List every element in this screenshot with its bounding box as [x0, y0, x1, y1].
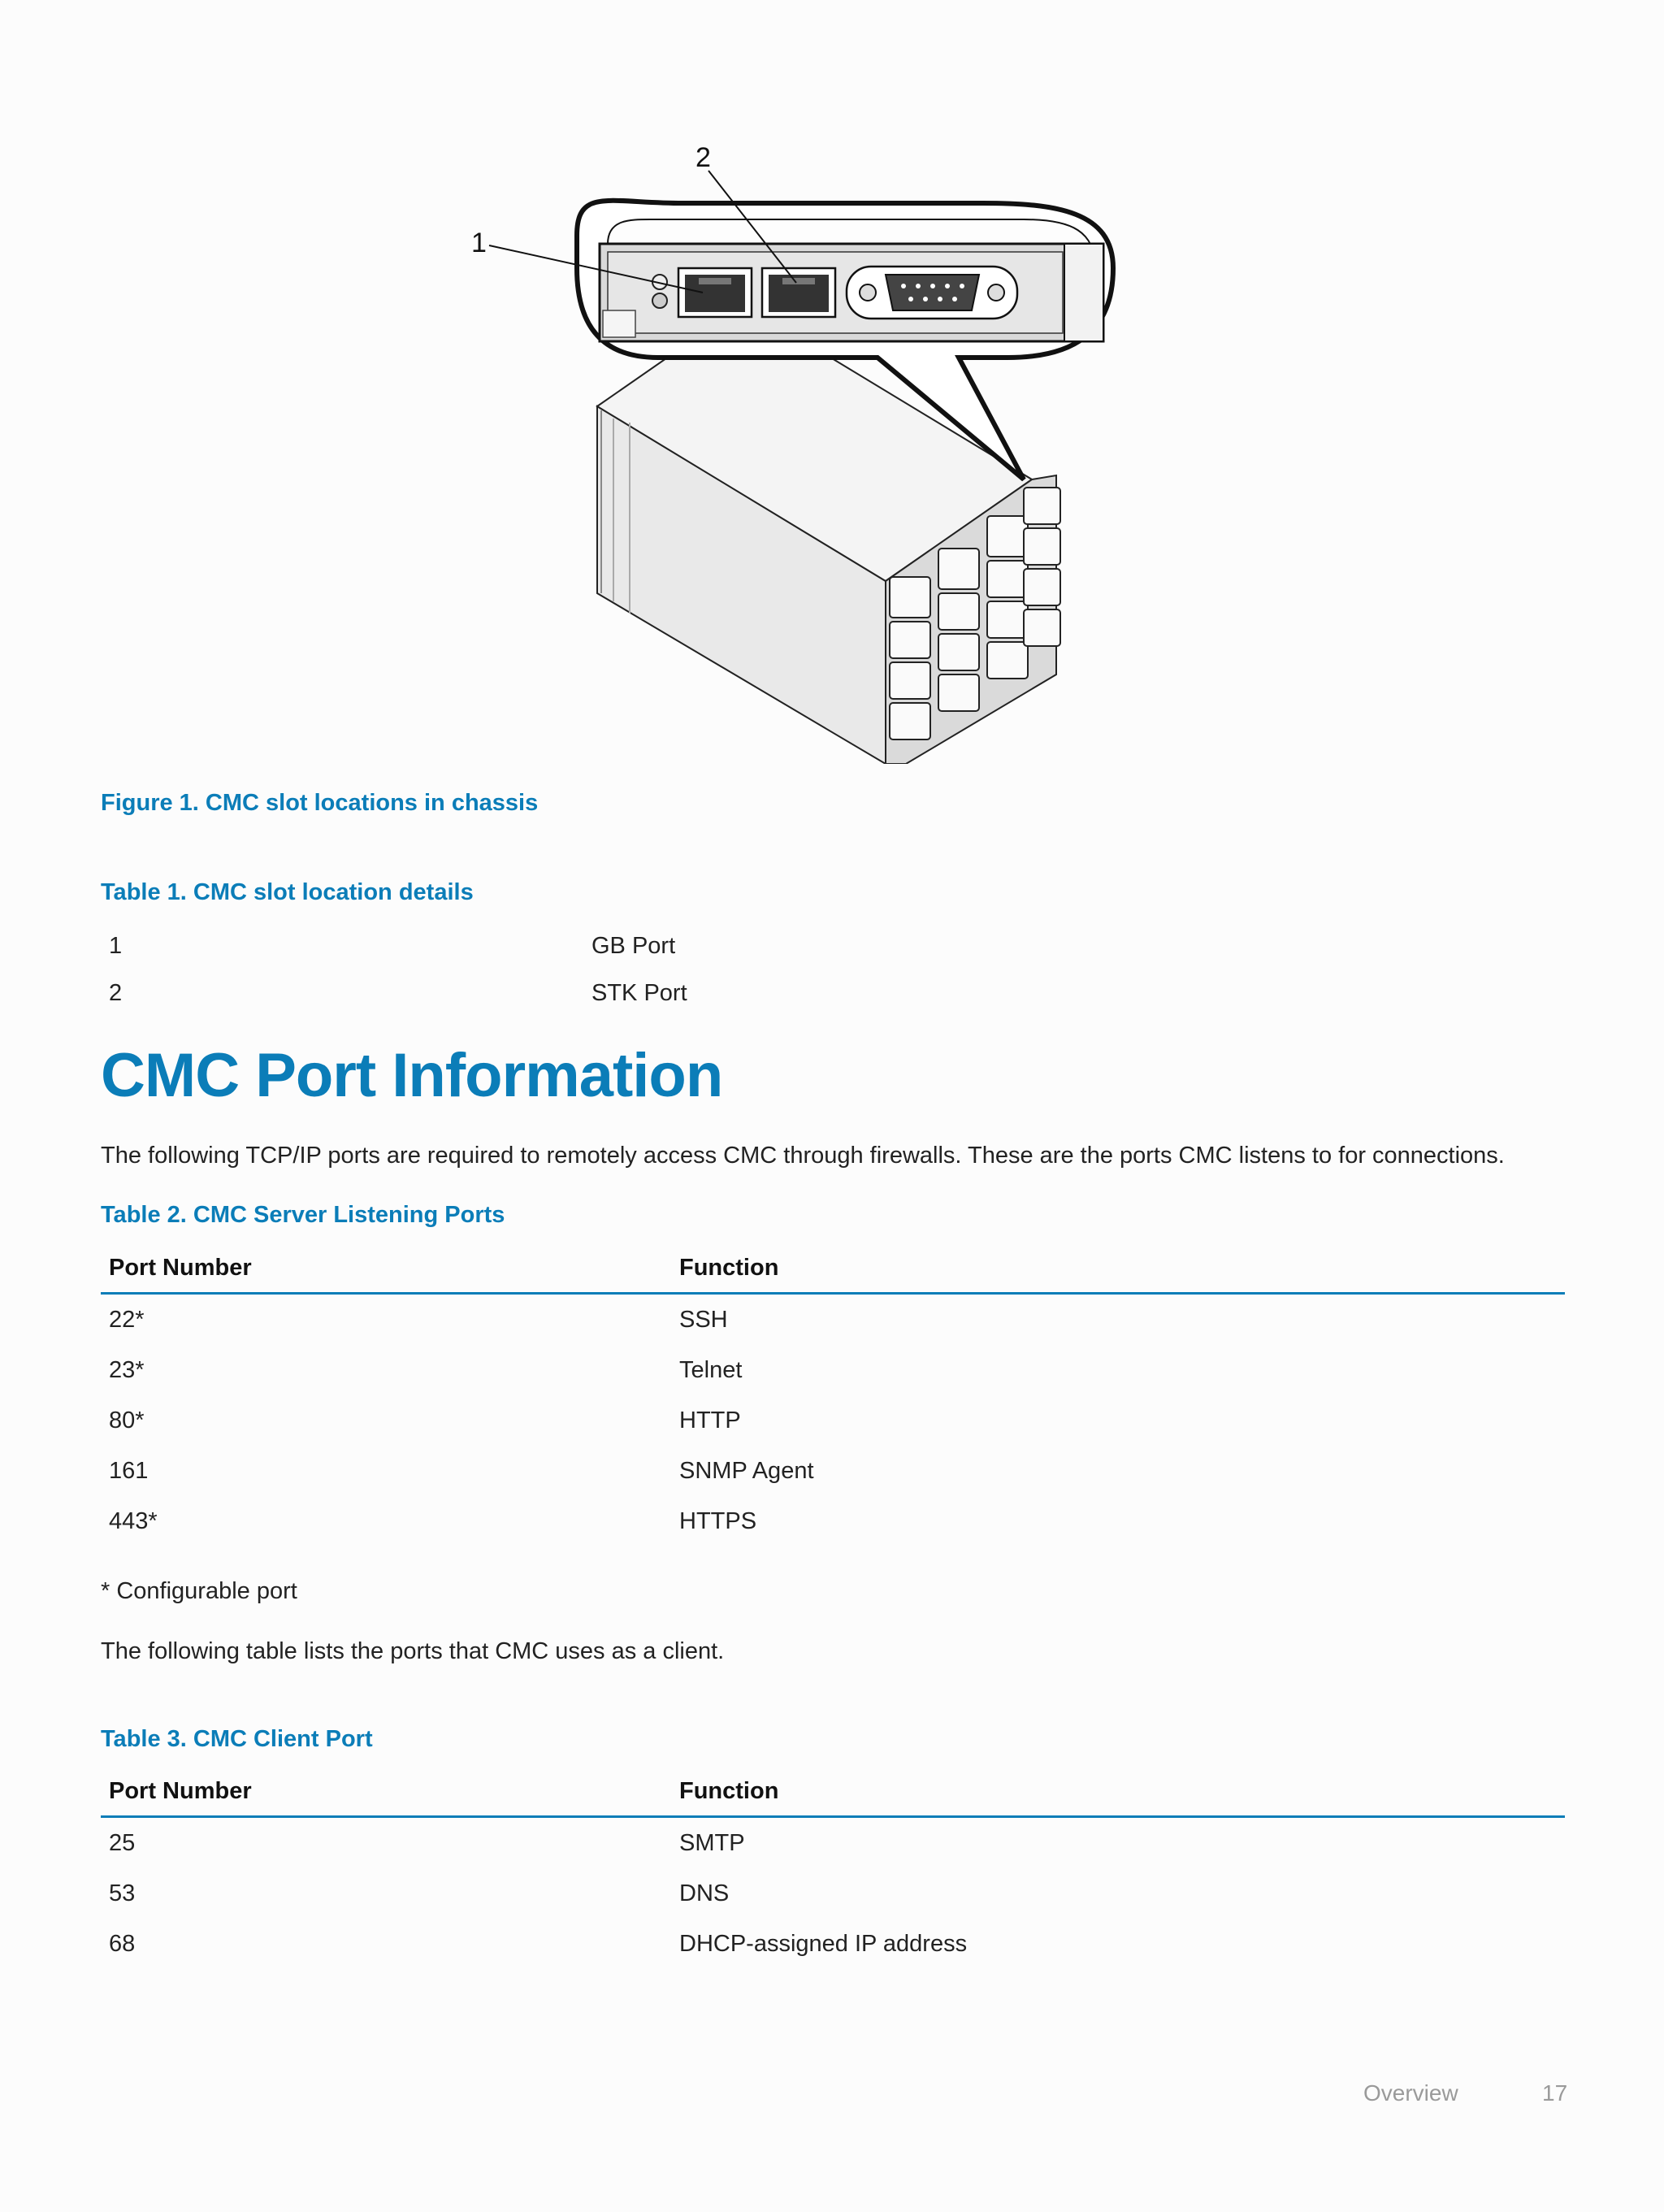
table-row: [101, 1919, 1565, 1969]
port-cell: 22*: [109, 1306, 145, 1333]
function-cell: DNS: [679, 1880, 730, 1906]
function-cell: HTTPS: [679, 1507, 757, 1534]
column-header-function: Function: [679, 1777, 779, 1804]
stk-port-icon: [762, 268, 835, 317]
table1-caption: Table 1. CMC slot location details: [101, 879, 474, 905]
function-cell: DHCP-assigned IP address: [679, 1930, 968, 1957]
port-cell: 68: [109, 1930, 136, 1957]
gb-port-icon: [678, 268, 752, 317]
table2-caption: Table 2. CMC Server Listening Ports: [101, 1202, 505, 1228]
column-header-function: Function: [679, 1254, 779, 1281]
intro-paragraph: The following TCP/IP ports are required to remotely access CMC through firewalls. These are the ports CMC listens to for connections.: [101, 1143, 1505, 1169]
table-cell: 1: [109, 932, 123, 959]
callout-number-1: 1: [471, 228, 487, 258]
table-row: [101, 1395, 1565, 1446]
footnote: * Configurable port: [101, 1578, 297, 1604]
footer-section-name: Overview: [1363, 2080, 1458, 2106]
cmc-slot-figure: [455, 138, 1202, 764]
figure-caption: Figure 1. CMC slot locations in chassis: [101, 790, 539, 816]
table3-caption: Table 3. CMC Client Port: [101, 1726, 373, 1752]
server-ports-table: [101, 1243, 1565, 1546]
column-header-port: Port Number: [109, 1254, 252, 1281]
table1: [101, 922, 1563, 1017]
port-cell: 53: [109, 1880, 136, 1906]
port-cell: 80*: [109, 1407, 145, 1433]
table-row: [101, 1496, 1565, 1546]
section-heading: CMC Port Information: [101, 1041, 723, 1110]
port-cell: 25: [109, 1829, 136, 1856]
table-cell: 2: [109, 979, 123, 1006]
client-intro-paragraph: The following table lists the ports that CMC uses as a client.: [101, 1638, 725, 1664]
function-cell: HTTP: [679, 1407, 741, 1433]
serial-port-icon: [847, 267, 1017, 319]
table-row: [101, 1446, 1565, 1496]
function-cell: SNMP Agent: [679, 1457, 814, 1484]
cmc-panel: [600, 244, 1103, 341]
port-cell: 443*: [109, 1507, 158, 1534]
function-cell: SMTP: [679, 1829, 745, 1856]
port-cell: 161: [109, 1457, 149, 1484]
function-cell: SSH: [679, 1306, 728, 1333]
function-cell: Telnet: [679, 1356, 743, 1383]
table-header-row: [101, 1767, 1565, 1818]
table-row: [101, 922, 1563, 969]
column-header-port: Port Number: [109, 1777, 252, 1804]
table-row: [101, 969, 1563, 1017]
status-led-icon: [652, 293, 667, 308]
client-ports-table: [101, 1767, 1565, 1969]
table-row: [101, 1818, 1565, 1868]
table-cell: GB Port: [592, 932, 676, 959]
table-cell: STK Port: [592, 979, 687, 1006]
port-cell: 23*: [109, 1356, 145, 1383]
table-row: [101, 1345, 1565, 1395]
callout-number-2: 2: [696, 142, 711, 173]
page-number: 17: [1542, 2080, 1568, 2106]
table-row: [101, 1868, 1565, 1919]
table-header-row: [101, 1243, 1565, 1295]
table-row: [101, 1295, 1565, 1345]
